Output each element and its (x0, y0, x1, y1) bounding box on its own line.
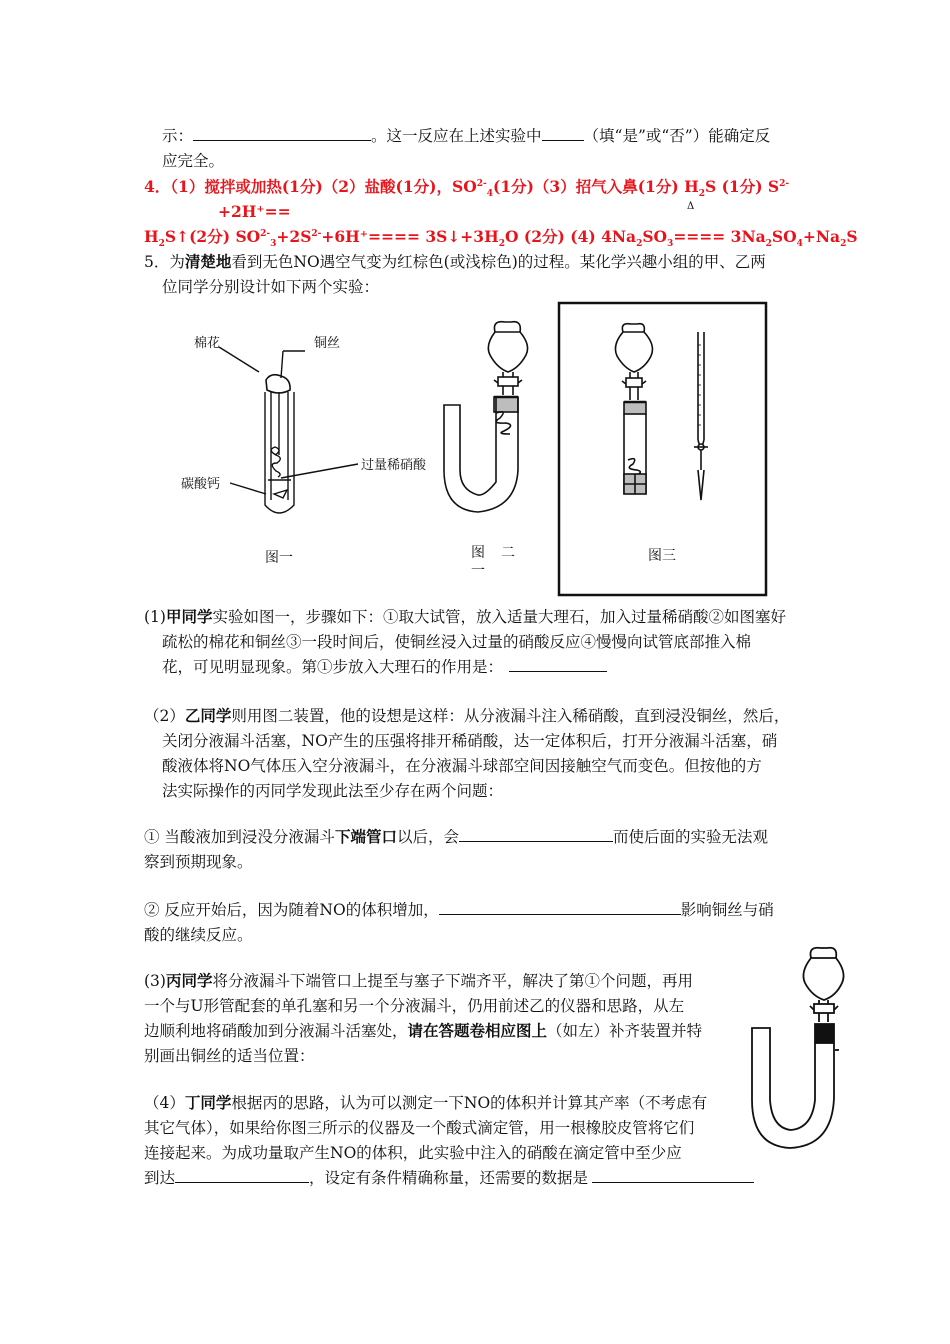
p6-line-1 (144, 1092, 707, 1114)
answer-blank[interactable] (175, 1168, 309, 1183)
text: 则用图二装置，他的设想是这样：从分液漏斗注入稀硝酸，直到浸没铜丝，然后， (231, 707, 790, 725)
p2-line-4: 法实际操作的丙同学发现此法至少存在两个问题： (162, 782, 504, 800)
label-cotton: 棉花 (194, 336, 221, 351)
text: ② 反应开始后，因为随着NO的体积增加， (144, 901, 439, 919)
figure-3-caption: 图三 (648, 548, 676, 564)
answer-blank[interactable] (459, 827, 613, 842)
text: 实验如图一，步骤如下：①取大试管，放入适量大理石，加入过量稀硝酸②如图塞好 (212, 608, 786, 626)
text: +Na (802, 227, 841, 246)
p1-line-3 (162, 656, 607, 678)
text: 以后，会 (396, 828, 459, 846)
answer4-line-1 (144, 176, 789, 198)
answer-blank[interactable] (193, 126, 371, 141)
text: (1分)（3）招气入鼻(1分) H (492, 177, 699, 196)
p5-line-2: 一个与U形管配套的单孔塞和另一个分液漏斗，仍用前述乙的仪器和思路，从左 (144, 997, 685, 1015)
answer-blank[interactable] (542, 126, 584, 141)
text: 而使后面的实验无法观 (612, 828, 768, 846)
text: 根据丙的思路，认为可以测定一下NO的体积并计算其产率（不考虑有 (231, 1094, 708, 1112)
subscript: 2 (498, 239, 505, 250)
q5-line-1 (144, 251, 766, 273)
superscript: 2- (260, 228, 271, 239)
answer4-line-3 (144, 226, 858, 248)
superscript: 2- (311, 228, 322, 239)
p1-line-1 (144, 606, 786, 628)
text: (1) (144, 608, 166, 626)
p4-line-1 (144, 899, 774, 921)
p1-line-2: 疏松的棉花和铜丝③一段时间后，使铜丝浸入过量的硝酸反应④慢慢向试管底部推入棉 (162, 633, 752, 651)
p2-line-3: 酸液体将NO气体压入空分液漏斗，在分液漏斗球部空间因接触空气而变色。但按他的方 (162, 757, 762, 775)
subscript: 3 (270, 239, 277, 250)
subscript: 2 (840, 239, 847, 250)
subscript: 4 (796, 239, 803, 250)
figure-2-caption: 图 (471, 545, 485, 561)
answer-blank[interactable] (592, 1168, 754, 1183)
text: 丁同学 (184, 1093, 232, 1112)
p3-line-2: 察到预期现象。 (144, 853, 253, 871)
subscript: 2 (698, 189, 705, 200)
text: S (846, 227, 858, 246)
text: ==== 3Na (673, 227, 766, 246)
text: （2） (144, 707, 185, 725)
p4-line-2: 酸的继续反应。 (144, 926, 253, 944)
text: S↑(2分) SO (164, 227, 261, 246)
superscript: 2- (476, 178, 487, 189)
text: 边顺利地将硝酸加到分液漏斗活塞处， (144, 1022, 408, 1040)
text: ① 当酸液加到浸没分液漏斗 (144, 828, 335, 846)
subscript: 2 (636, 239, 643, 250)
superscript: 2- (779, 178, 790, 189)
answer-blank[interactable] (439, 900, 681, 915)
text: （如左）补齐装置并特 (547, 1022, 703, 1040)
text: 甲同学 (165, 607, 213, 626)
text: 示： (162, 127, 194, 145)
figure-2-caption: 一 (471, 563, 485, 579)
text: 影响铜丝与硝 (680, 901, 774, 919)
text: 下端管口 (334, 827, 397, 846)
text: 4．（1）搅拌或加热(1分)（2）盐酸(1分)，SO (144, 177, 477, 196)
text: 花，可见明显现象。第①步放入大理石的作用是： (162, 658, 504, 676)
answer-blank[interactable] (509, 657, 607, 672)
text: （填“是”或“否”）能确定反 (583, 127, 771, 145)
text: (3) (144, 972, 166, 990)
p2-line-2: 关闭分液漏斗活塞，NO产生的压强将排开稀硝酸，达一定体积后，打开分液漏斗活塞，硝 (162, 732, 778, 750)
text: 5．为 (144, 253, 185, 271)
label-nitric-acid: 过量稀硝酸 (361, 458, 427, 473)
text: 看到无色NO遇空气变为红棕色(或浅棕色)的过程。某化学兴趣小组的甲、乙两 (231, 253, 766, 271)
answer4-line-2: +2H⁺== (218, 202, 291, 221)
subscript: 3 (667, 239, 674, 250)
p5-line-3 (144, 1020, 702, 1042)
text: ，设定有条件精确称量，还需要的数据是 (309, 1169, 589, 1187)
p2-line-1 (144, 705, 789, 727)
p5-line-4: 别画出铜丝的适当位置： (144, 1047, 315, 1065)
figure-2-caption: 二 (501, 545, 515, 561)
p5-line-1 (144, 970, 693, 992)
text: SO (642, 227, 668, 246)
text: +2S (276, 227, 312, 246)
delta-symbol: Δ (687, 201, 695, 212)
p6-line-2: 其它气体），如果给你图三所示的仪器及一个酸式滴定管，用一根橡胶皮管将它们 (144, 1119, 695, 1137)
text: 将分液漏斗下端管口上提至与塞子下端齐平，解决了第①个问题，再用 (212, 972, 693, 990)
text: S (1分) S (704, 177, 780, 196)
subscript: 4 (486, 189, 493, 200)
figure-1-caption: 图一 (265, 550, 293, 566)
p6-line-3: 连接起来。为成功量取产生NO的体积，此实验中注入的硝酸在滴定管中至少应 (144, 1144, 682, 1162)
p6-line-4 (144, 1167, 754, 1189)
text: （4） (144, 1094, 185, 1112)
text: 清楚地 (184, 252, 232, 271)
text: H (144, 227, 159, 246)
intro-line-2: 应完全。 (162, 152, 225, 170)
text: O (2分) (4) 4Na (504, 227, 637, 246)
text: SO (771, 227, 797, 246)
text: 。这一反应在上述实验中 (371, 127, 542, 145)
p3-line-1 (144, 826, 768, 848)
text: 丙同学 (165, 971, 213, 990)
q5-line-2: 位同学分别设计如下两个实验： (162, 278, 380, 296)
text: 到达 (144, 1169, 176, 1187)
subscript: 2 (158, 239, 165, 250)
text: 乙同学 (184, 706, 232, 725)
intro-line-1 (162, 125, 770, 147)
subscript: 2 (765, 239, 772, 250)
text: 请在答题卷相应图上 (407, 1021, 548, 1040)
text: +6H⁺==== 3S↓+3H (321, 227, 499, 246)
label-copper-wire: 铜丝 (314, 336, 341, 351)
label-calcium-carbonate: 碳酸钙 (181, 477, 221, 492)
